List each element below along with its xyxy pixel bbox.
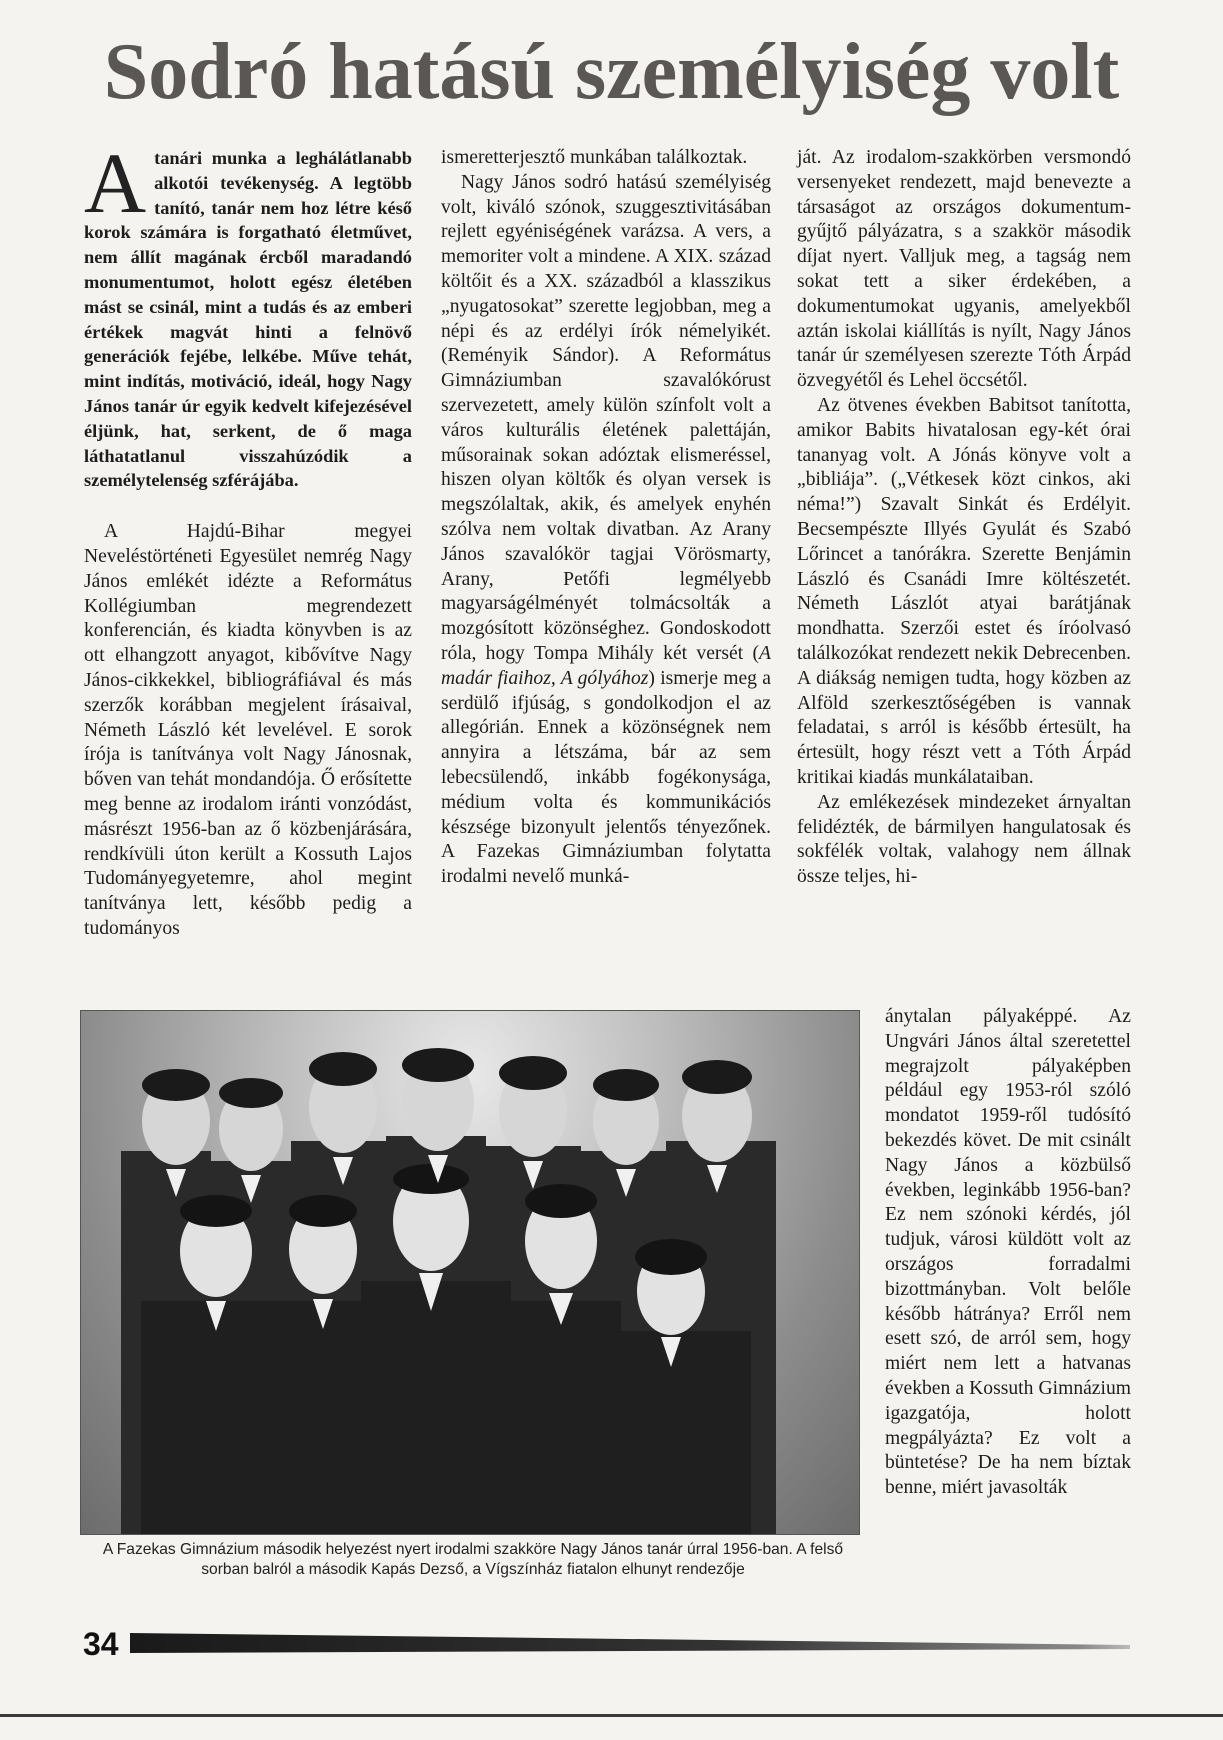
footer-bar [130,1633,1130,1653]
drop-cap: A [84,135,147,231]
paragraph: ismeretterjesztő munkában találkoztak. [441,147,748,168]
column-3 [797,146,1131,890]
column-1 [84,135,412,942]
lead-paragraph [84,135,412,493]
paragraph: ját. Az irodalom-szakkörben versmondó versenyeket rendezett, majd benevezte a társaságot az országos dokumentum-gyűjtő pályázatra, s a szakkör második díjat nyert. Valljuk meg, a tagság nem sokat tett a siker érdekében, a dokumentumokat ugyanis, amelyekből aztán iskolai kiállítás is nyílt, Nagy János tanár úr személyesen szerezte Tóth Árpád özvegyétől és Lehel öccsétől. [797,147,1131,392]
photo-caption: A Fazekas Gimnázium második helyezést nyert irodalmi szakköre Nagy János tanár úrral 1956-ban. A felső sorban balról a második Kapás Dezső, a Vígszínház fiatalon elhunyt rendezője [102,1541,844,1578]
column-2 [441,146,771,890]
group-photo [80,1010,860,1535]
paragraph: Az emlékezések mindezeket árnyaltan felidézték, de bármilyen hangulatosak és sokfélék voltak, valahogy nem állnak össze teljes, hi- [797,791,1131,888]
page-number: 34 [83,1626,119,1662]
paragraph-text: Nagy János sodró hatású személyiség volt, kiváló szónok, szuggesztivitásában rejlett egyéniségének varázsa. A vers, a memoriter volt a mindene. A XIX. század költőit és a XX. századból a klasszikus „nyugatosokat” szerette legjobban, meg a népi és az erdélyi írók némelyikét. (Reményik Sándor). A Református Gimnáziumban szavalókórust szervezetett, amely külön színfolt volt a város kulturális életének palettáján, műsorainak sokan adóztak elismeréssel, hiszen olyan költők és olyan versek is megszólaltak, akik, és amelyek enyhén szólva nem voltak divatban. Az Arany János szavalókör tagjai Vörösmarty, Arany, Petőfi legmélyebb magyarságélményét tolmácsolták a mozgósított közönséghez. Gondoskodott róla, hogy Tompa Mihály két versét ( [441,171,771,664]
paragraph-text-end: ) ismerje meg a serdülő ifjúság, s gondolkodjon el az allegórián. Ennek a közönségnek nem annyira a létszáma, bár az sem lebecsülendő, inkább fogékonysága, médium volta és kommunikációs készsége bizonyult jelentős tényezőnek. A Fazekas Gimnáziumban folytatta irodalmi nevelő munká- [441,667,771,888]
poem-titles: A madár fiaihoz, A gólyához [441,642,771,689]
lead-text: tanári munka a leghálátlanabb alkotói tevékenység. A legtöbb tanító, tanár nem hoz létre késő korok számára is forgatható életművet, nem állít magának ércből maradandó monumentumot, holott egész életében mást se csinál, mint a tudás és az emberi értékek magvát hinti a felnövő generációk fejébe, lelkébe. Műve tehát, mint indítás, motiváció, ideál, hogy Nagy János tanár úr egyik kedvelt kifejezésével éljünk, hat, serkent, de ő maga láthatatlanul visszahúzódik a személytelenség szférájába. [84,148,412,491]
bottom-rule [0,1714,1223,1717]
paragraph: ánytalan pályaképpé. Az Ungvári János által szeretettel megrajzolt pályaképben például egy 1953-ról szóló mondatot 1959-ről tudósító bekezdés követ. De mit csinált Nagy János a közbülső években, leginkább 1956-ban? Ez nem szónoki kérdés, jól tudjuk, városi küldött volt az országos forradalmi bizottmányban. Volt belőle később hátránya? Erről nem esett szó, de arról sem, hogy miért nem lett a hatvanas években a Kossuth Gimnázium igazgatója, holott megpályázta? Ez volt a büntetése? De ha nem bíztak benne, miért javasolták [885,1006,1131,1499]
paragraph [441,171,771,890]
article-title: Sodró hatású személyiség volt [103,28,1120,116]
paragraph: Az ötvenes években Babitsot tanította, amikor Babits hivatalosan egy-két órai tananyag volt. A Jónás könyve volt a „bibliája”. („Vétkesek közt cinkos, aki néma!”) Szavalt Sinkát és Erdélyit. Becsempészte Illyés Gyulát és Szabó Lőrincet a tanórákra. Szerette Benjámin László és Csanádi Imre költészetét. Németh Lászlót atyai barátjának mondhatta. Szerzői estet és íróolvasó találkozókat rendezett nekik Debrecenben. A diákság nemigen tudta, hogy közben az Alföld szerkesztőségében is vannak feladatai, s arról is később értesült, ha értesült, hogy részt vett a Tóth Árpád kritikai kiadás munkálataiban. [797,394,1132,788]
column-3-continued [885,1005,1131,1501]
paragraph: A Hajdú-Bihar megyei Neveléstörténeti Egyesület nemrég Nagy János emlékét idézte a Református Kollégiumban megrendezett konferencián, és kiadta könyvben is az ott elhangzott anyagot, kibővítve Nagy János-cikkekkel, bibliográfiával és más szerzők korábban megjelent írásaival, Németh László két levelével. E sorok írója is tanítványa volt Nagy Jánosnak, bőven van tehát mondandója. Ő erősítette meg benne az irodalom iránti vonzódást, másrészt 1956-ban az ő közbenjárására, rendkívüli úton került a Kossuth Lajos Tudományegyetemre, ahol megint tanítványa lett, később pedig a tudományos [84,521,412,939]
group-photo-illustration [81,1011,859,1534]
